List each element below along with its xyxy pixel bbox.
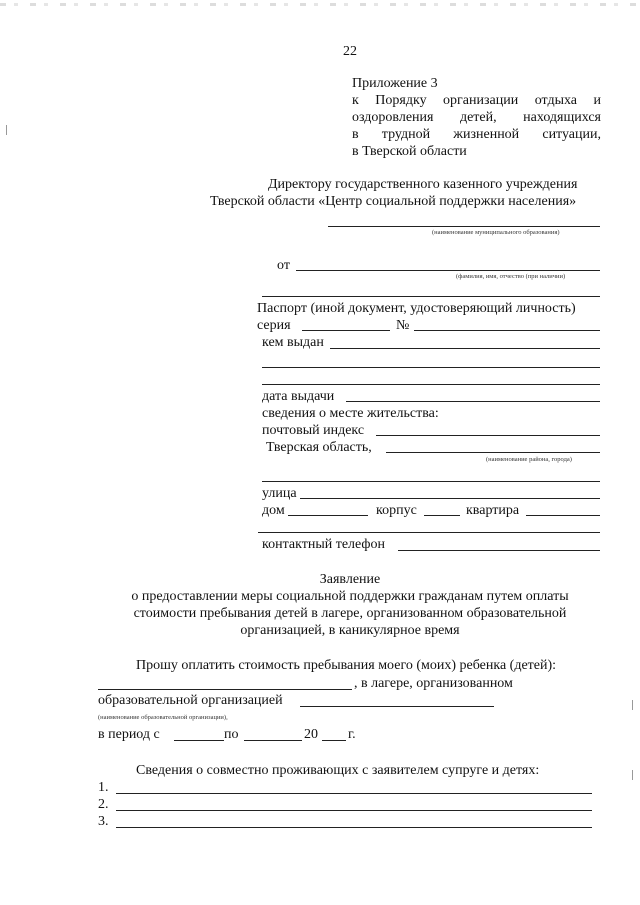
- organization-hint: (наименование образовательной организации),: [98, 714, 228, 721]
- statement-line: организацией, в каникулярное время: [240, 623, 460, 638]
- period-year-label: 20: [304, 727, 318, 742]
- district-field[interactable]: [386, 452, 600, 453]
- scan-mark: [632, 700, 633, 710]
- addressee-line: Директору государственного казенного учреждения: [268, 177, 578, 192]
- applicant-name-field[interactable]: [296, 270, 600, 271]
- address-field-extra[interactable]: [262, 481, 600, 482]
- child-name-field[interactable]: [98, 689, 352, 690]
- period-label: в период с: [98, 727, 160, 742]
- passport-series-field[interactable]: [302, 330, 390, 331]
- postal-code-field[interactable]: [376, 435, 600, 436]
- postal-code-label: почтовый индекс: [262, 423, 365, 438]
- issued-by-field-3[interactable]: [262, 384, 600, 385]
- appendix-title: Приложение 3: [352, 76, 438, 91]
- issued-by-label: кем выдан: [262, 335, 324, 350]
- family-item-number: 1.: [98, 780, 109, 795]
- applicant-name-hint: (фамилия, имя, отчество (при наличии): [456, 273, 566, 280]
- street-field[interactable]: [300, 498, 600, 499]
- family-item-number: 3.: [98, 814, 109, 829]
- statement-line: о предоставлении меры социальной поддержки гражданам путем оплаты: [131, 589, 569, 604]
- passport-series-label: серия: [257, 318, 291, 333]
- issue-date-field[interactable]: [346, 401, 600, 402]
- apartment-label: квартира: [466, 503, 520, 518]
- family-item-number: 2.: [98, 797, 109, 812]
- scan-mark: [632, 770, 633, 780]
- period-year-suffix: г.: [348, 727, 356, 742]
- passport-title: Паспорт (иной документ, удостоверяющий личность): [257, 301, 576, 316]
- house-field[interactable]: [288, 515, 368, 516]
- applicant-name-field-2[interactable]: [262, 296, 600, 297]
- building-label: корпус: [376, 503, 417, 518]
- page-number: 22: [343, 44, 357, 59]
- period-year-field[interactable]: [322, 740, 346, 741]
- appendix-line: оздоровления детей, находящихся: [352, 110, 601, 125]
- request-line: Прошу оплатить стоимость пребывания моего (моих) ребенка (детей):: [136, 658, 557, 673]
- municipality-hint: (наименование муниципального образования): [432, 229, 560, 236]
- address-field-extra-2[interactable]: [258, 532, 600, 533]
- district-hint: (наименование района, города): [486, 456, 572, 463]
- phone-field[interactable]: [398, 550, 600, 551]
- issue-date-label: дата выдачи: [262, 389, 335, 404]
- appendix-line: в Тверской области: [352, 144, 467, 159]
- issued-by-field-2[interactable]: [262, 367, 600, 368]
- period-from-field[interactable]: [174, 740, 224, 741]
- scan-noise-top: [0, 3, 640, 6]
- statement-title: Заявление: [319, 572, 381, 587]
- org-label: образовательной организацией: [98, 693, 283, 708]
- period-to-field[interactable]: [244, 740, 302, 741]
- municipality-field[interactable]: [328, 226, 600, 227]
- family-item-field[interactable]: [116, 793, 592, 794]
- street-label: улица: [262, 486, 297, 501]
- region-label: Тверская область,: [266, 440, 372, 455]
- appendix-line: к Порядку организации отдыха и: [352, 93, 601, 108]
- passport-number-label: №: [396, 318, 410, 333]
- scan-mark: [6, 125, 7, 135]
- addressee-line: Тверской области «Центр социальной поддержки населения»: [210, 194, 577, 209]
- building-field[interactable]: [424, 515, 460, 516]
- from-label: от: [277, 258, 290, 273]
- organization-field[interactable]: [300, 706, 494, 707]
- statement-line: стоимости пребывания детей в лагере, организованном образовательной: [133, 606, 567, 621]
- phone-label: контактный телефон: [262, 537, 385, 552]
- family-item-field[interactable]: [116, 827, 592, 828]
- period-to-label: по: [224, 727, 239, 742]
- house-label: дом: [262, 503, 285, 518]
- family-title: Сведения о совместно проживающих с заявителем супруге и детях:: [136, 763, 540, 778]
- apartment-field[interactable]: [526, 515, 600, 516]
- residence-title: сведения о месте жительства:: [262, 406, 439, 421]
- appendix-line: в трудной жизненной ситуации,: [352, 127, 601, 142]
- passport-number-field[interactable]: [414, 330, 600, 331]
- family-item-field[interactable]: [116, 810, 592, 811]
- camp-text: , в лагере, организованном: [354, 676, 513, 691]
- issued-by-field[interactable]: [330, 348, 600, 349]
